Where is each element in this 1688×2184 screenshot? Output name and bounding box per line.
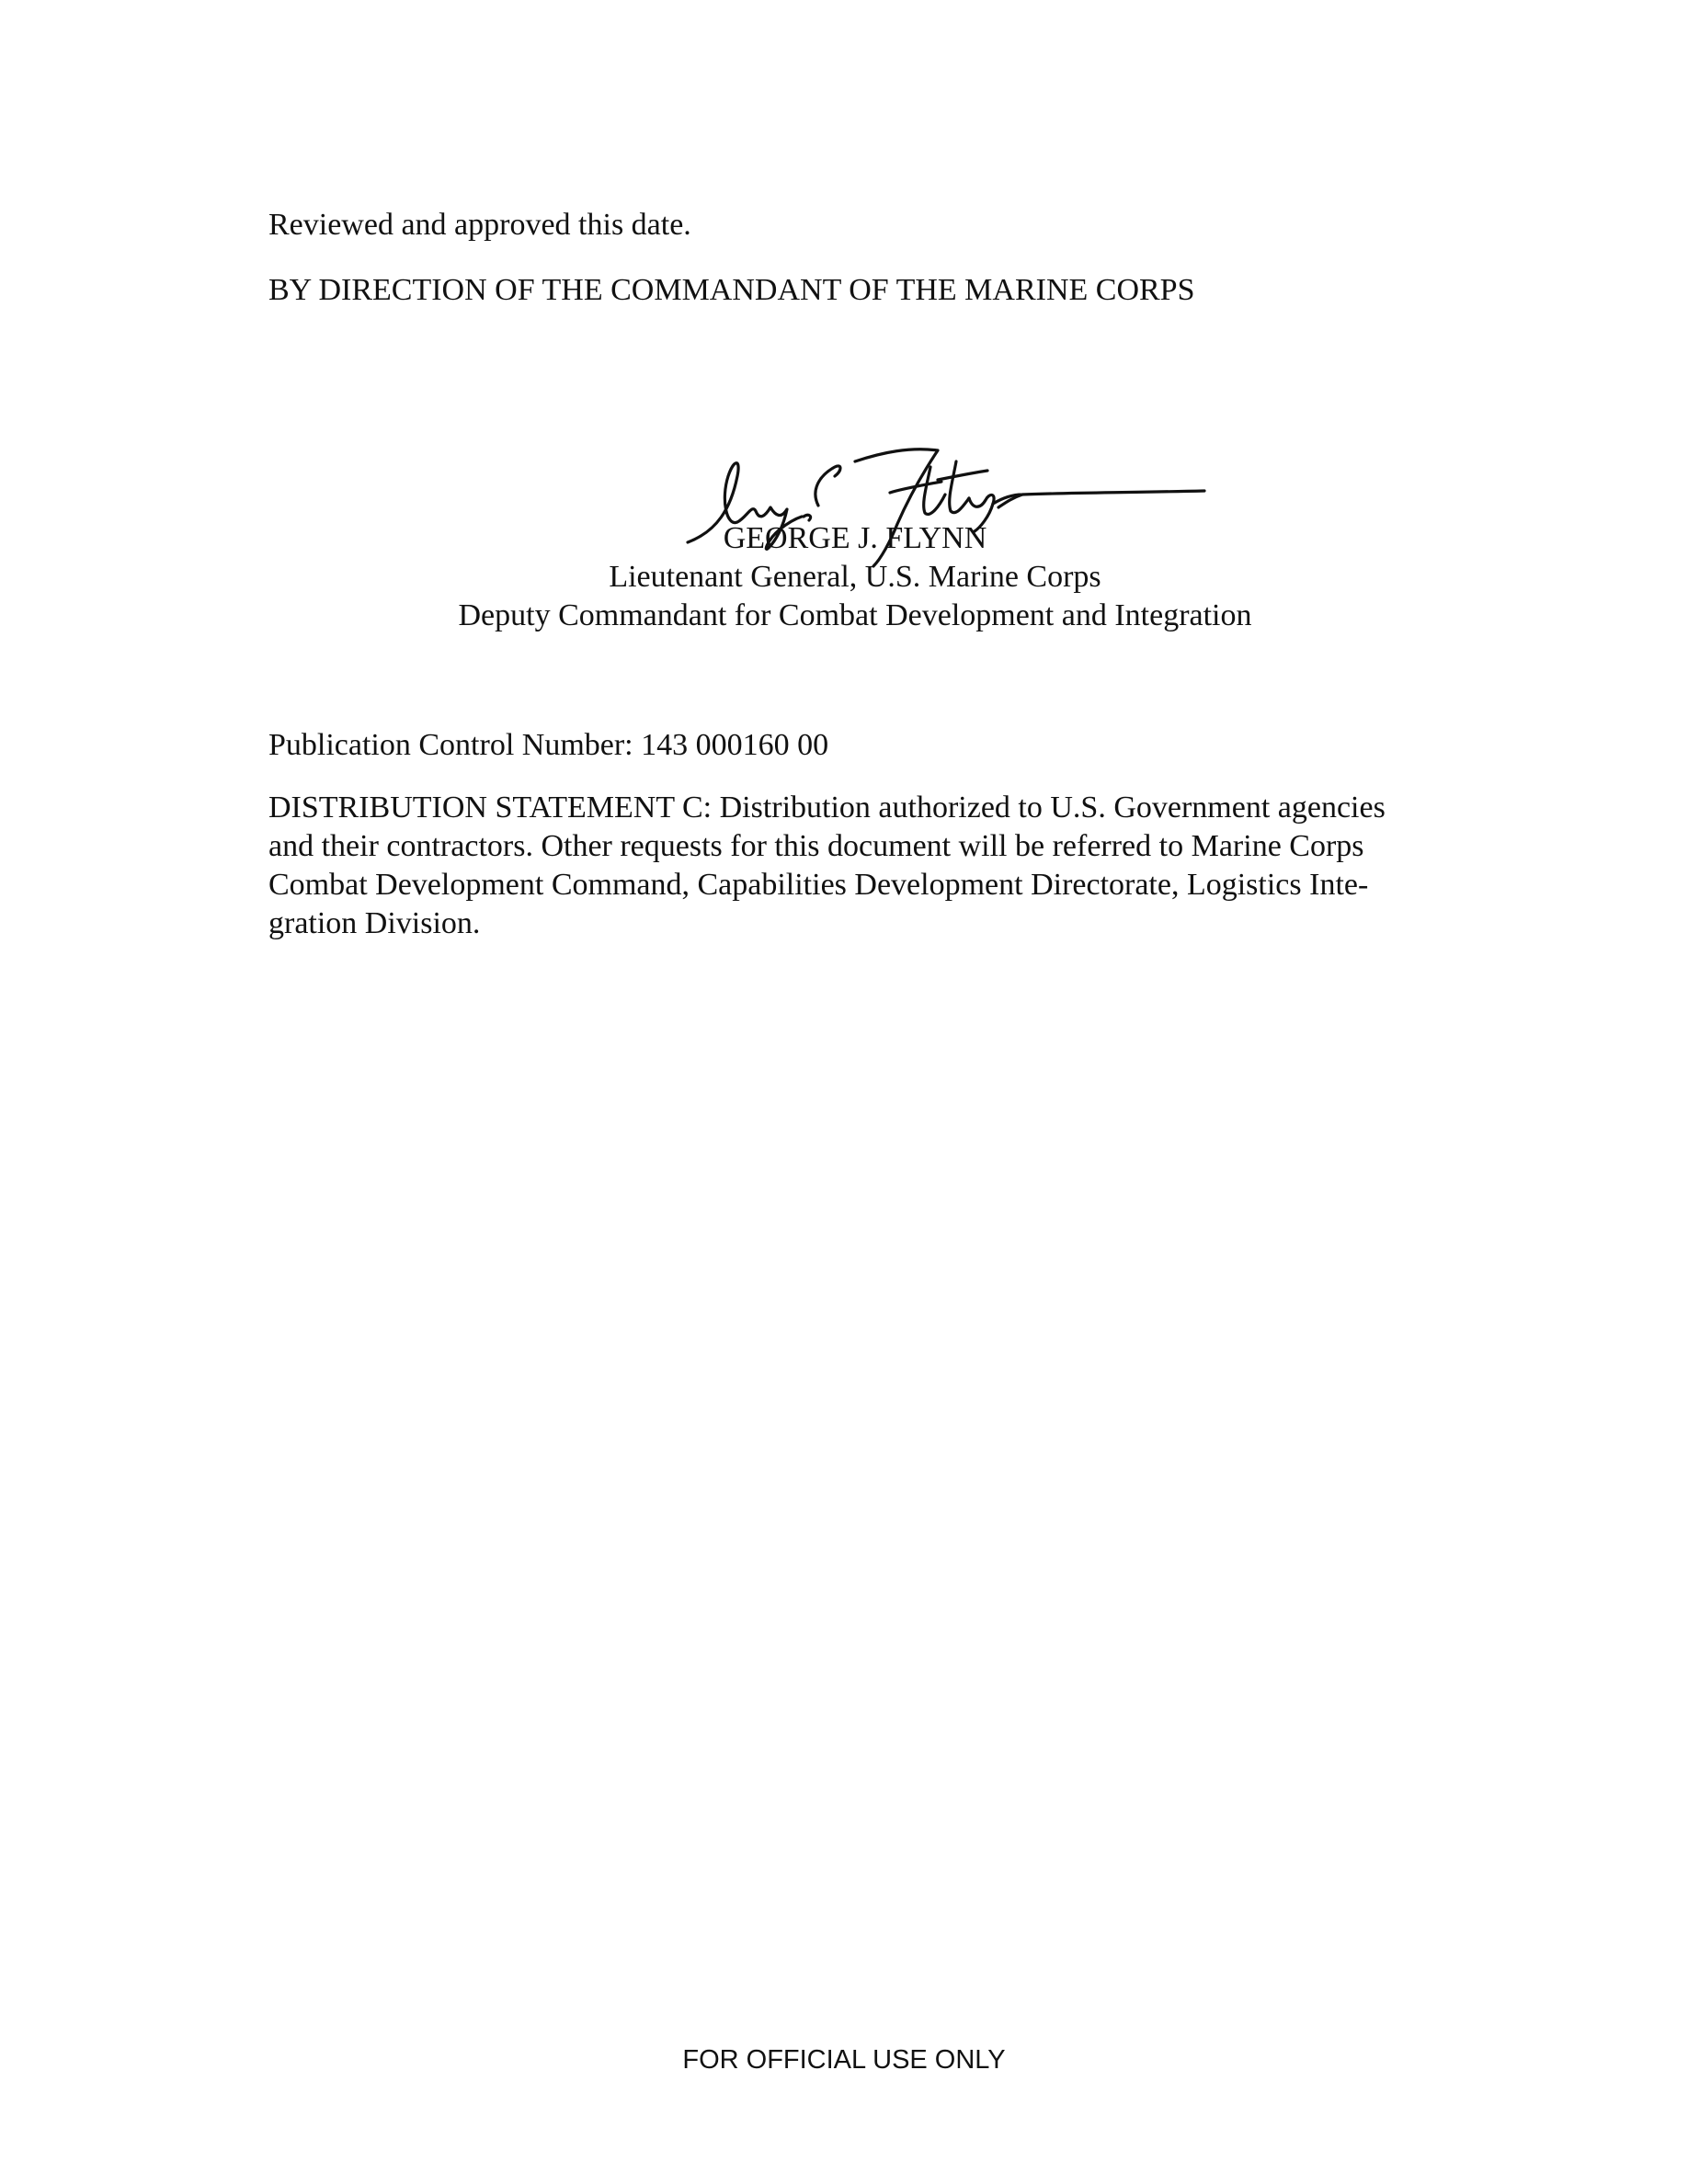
signatory-rank: Lieutenant General, U.S. Marine Corps: [609, 560, 1101, 594]
direction-statement: BY DIRECTION OF THE COMMANDANT OF THE MARINE CORPS: [268, 273, 1195, 307]
signature-block: [349, 519, 1361, 635]
distribution-statement: [268, 789, 1454, 943]
security-marking-footer: FOR OFFICIAL USE ONLY: [682, 2045, 1006, 2075]
publication-control-number: Publication Control Number: 143 000160 00: [268, 728, 829, 762]
reviewed-statement: Reviewed and approved this date.: [268, 208, 691, 242]
signatory-position: Deputy Commandant for Combat Development and Integration: [458, 598, 1252, 632]
distribution-line: DISTRIBUTION STATEMENT C: Distribution authorized to U.S. Government agencies: [268, 791, 1386, 825]
distribution-line: Combat Development Command, Capabilities Development Directorate, Logistics Inte-: [268, 868, 1369, 902]
distribution-line: gration Division.: [268, 906, 481, 940]
signatory-name: GEORGE J. FLYNN: [723, 521, 987, 555]
distribution-line: and their contractors. Other requests for this document will be referred to Marine Corps: [268, 829, 1364, 863]
